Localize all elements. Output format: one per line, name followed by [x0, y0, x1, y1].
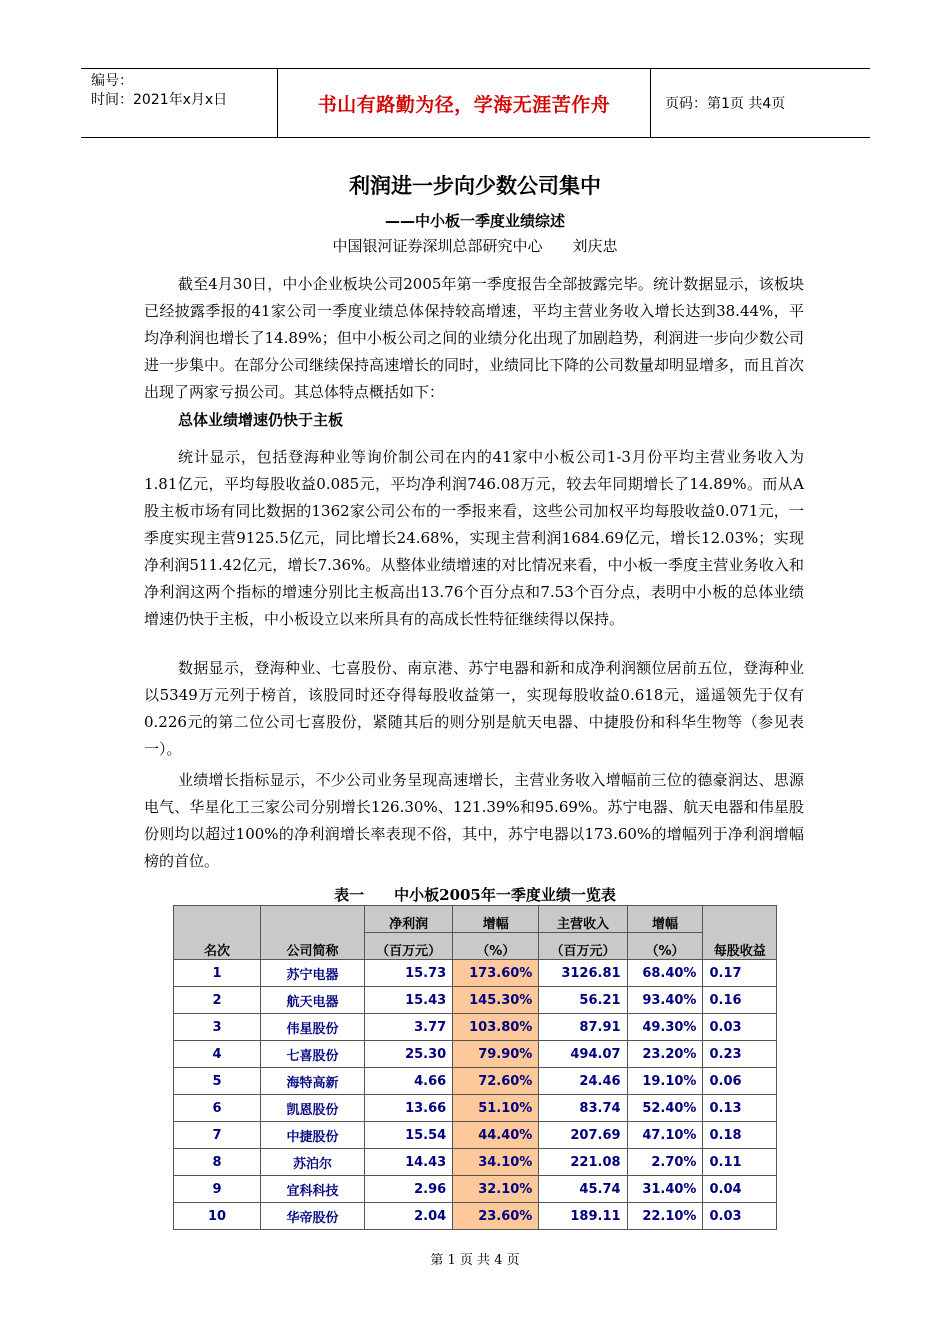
- cell-company: 海特高新: [261, 1068, 365, 1095]
- table-row: [174, 1176, 777, 1203]
- cell-company: 中捷股份: [261, 1122, 365, 1149]
- page-footer: 第 1 页 共 4 页: [430, 1253, 520, 1268]
- cell-net-profit: 15.54: [365, 1122, 453, 1149]
- cell-net-profit: 15.73: [365, 960, 453, 987]
- cell-profit-growth: 34.10%: [453, 1149, 539, 1176]
- cell-company: 宜科科技: [261, 1176, 365, 1203]
- cell-revenue: 56.21: [539, 987, 627, 1014]
- col-header-unit: （百万元）: [539, 933, 627, 960]
- cell-net-profit: 14.43: [365, 1149, 453, 1176]
- cell-profit-growth: 32.10%: [453, 1176, 539, 1203]
- table-row: [174, 1041, 777, 1068]
- page-header: [81, 68, 870, 138]
- cell-revenue: 83.74: [539, 1095, 627, 1122]
- paragraph-growth: 业绩增长指标显示，不少公司业务呈现高速增长，主营业务收入增幅前三位的德豪润达、思源电气、华星化工三家公司分别增长126.30%、121.39%和95.69%。苏宁电器、航天电器和伟星股份则均以超过100%的净利润增长率表现不俗，其中，苏宁电器以173.60%的增幅列于净利润增幅榜的首位。: [144, 771, 804, 870]
- cell-revenue: 24.46: [539, 1068, 627, 1095]
- cell-rank: 4: [174, 1041, 261, 1068]
- cell-revenue: 189.11: [539, 1203, 627, 1230]
- cell-eps: 0.23: [703, 1041, 777, 1068]
- cell-eps: 0.11: [703, 1149, 777, 1176]
- cell-profit-growth: 145.30%: [453, 987, 539, 1014]
- article-subtitle: ——中小板一季度业绩综述: [384, 212, 565, 230]
- article-author: 中国银河证券深圳总部研究中心 刘庆忠: [332, 237, 618, 255]
- paragraph-overall: 统计显示，包括登海种业等询价制公司在内的41家中小板公司1-3月份平均主营业务收入为1.81亿元，平均每股收益0.085元，平均净利润746.08万元，较去年同期增长了14.89%。而从A股主板市场有同比数据的1362家公司公布的一季报来看，这些公司加权平均每股收益0.071元，一季度实现主营9125.5亿元，同比增长24.68%，实现主营利润1684.69亿元，增长12.03%；实现净利润511.42亿元，增长7.36%。从整体业绩增速的对比情况来看，中小板一季度主营业务收入和净利润这两个指标的增速分别比主板高出13.76个百分点和7.53个百分点，表明中小板的总体业绩增速仍快于主板，中小板设立以来所具有的高成长性特征继续得以保持。: [144, 448, 804, 628]
- cell-revenue: 87.91: [539, 1014, 627, 1041]
- cell-eps: 0.03: [703, 1014, 777, 1041]
- cell-eps: 0.13: [703, 1095, 777, 1122]
- cell-eps: 0.04: [703, 1176, 777, 1203]
- cell-rank: 10: [174, 1203, 261, 1230]
- col-header-net-profit: 净利润: [365, 906, 453, 933]
- col-header-revenue-growth: 增幅: [627, 906, 703, 933]
- cell-profit-growth: 72.60%: [453, 1068, 539, 1095]
- cell-rank: 7: [174, 1122, 261, 1149]
- cell-revenue-growth: 31.40%: [627, 1176, 703, 1203]
- table-caption: 表一 中小板2005年一季度业绩一览表: [334, 886, 616, 904]
- cell-eps: 0.17: [703, 960, 777, 987]
- cell-net-profit: 15.43: [365, 987, 453, 1014]
- cell-revenue-growth: 52.40%: [627, 1095, 703, 1122]
- cell-eps: 0.06: [703, 1068, 777, 1095]
- cell-rank: 5: [174, 1068, 261, 1095]
- cell-profit-growth: 44.40%: [453, 1122, 539, 1149]
- doc-time-label: 时间：2021年x月x日: [91, 92, 228, 108]
- cell-revenue: 207.69: [539, 1122, 627, 1149]
- cell-company: 凯恩股份: [261, 1095, 365, 1122]
- cell-profit-growth: 23.60%: [453, 1203, 539, 1230]
- table-header-row: [174, 906, 777, 933]
- article-title: 利润进一步向少数公司集中: [349, 174, 601, 198]
- cell-revenue: 45.74: [539, 1176, 627, 1203]
- cell-eps: 0.16: [703, 987, 777, 1014]
- header-page-label: 页码：第1页 共4页: [665, 96, 786, 112]
- cell-revenue-growth: 2.70%: [627, 1149, 703, 1176]
- cell-company: 航天电器: [261, 987, 365, 1014]
- cell-rank: 6: [174, 1095, 261, 1122]
- table-row: [174, 1068, 777, 1095]
- cell-rank: 3: [174, 1014, 261, 1041]
- cell-revenue-growth: 19.10%: [627, 1068, 703, 1095]
- cell-net-profit: 2.04: [365, 1203, 453, 1230]
- table-row: [174, 960, 777, 987]
- cell-revenue: 3126.81: [539, 960, 627, 987]
- cell-profit-growth: 51.10%: [453, 1095, 539, 1122]
- cell-rank: 8: [174, 1149, 261, 1176]
- cell-company: 华帝股份: [261, 1203, 365, 1230]
- performance-table: [173, 905, 777, 1230]
- cell-revenue-growth: 68.40%: [627, 960, 703, 987]
- cell-revenue: 494.07: [539, 1041, 627, 1068]
- col-header-revenue: 主营收入: [539, 906, 627, 933]
- col-header-profit-growth: 增幅: [453, 906, 539, 933]
- col-header-unit: （%）: [627, 933, 703, 960]
- paragraph-intro: 截至4月30日，中小企业板块公司2005年第一季度报告全部披露完毕。统计数据显示，该板块已经披露季报的41家公司一季度业绩总体保持较高增速，平均主营业务收入增长达到38.44%，平均净利润也增长了14.89%；但中小板公司之间的业绩分化出现了加剧趋势，利润进一步向少数公司进一步集中。在部分公司继续保持高速增长的同时，业绩同比下降的公司数量却明显增多，而且首次出现了两家亏损公司。其总体特点概括如下：: [144, 275, 805, 401]
- cell-rank: 9: [174, 1176, 261, 1203]
- cell-revenue-growth: 93.40%: [627, 987, 703, 1014]
- cell-rank: 1: [174, 960, 261, 987]
- section-heading: 总体业绩增速仍快于主板: [178, 411, 344, 429]
- cell-profit-growth: 103.80%: [453, 1014, 539, 1041]
- cell-revenue-growth: 23.20%: [627, 1041, 703, 1068]
- table-row: [174, 1014, 777, 1041]
- col-header-unit: （%）: [453, 933, 539, 960]
- col-header-unit: （百万元）: [365, 933, 453, 960]
- paragraph-ranking: 数据显示，登海种业、七喜股份、南京港、苏宁电器和新和成净利润额位居前五位，登海种业以5349万元列于榜首，该股同时还夺得每股收益第一，实现每股收益0.618元，遥遥领先于仅有0.226元的第二位公司七喜股份，紧随其后的则分别是航天电器、中捷股份和科华生物等（参见表一）。: [144, 659, 804, 758]
- col-header-rank: 名次: [174, 906, 261, 960]
- cell-revenue: 221.08: [539, 1149, 627, 1176]
- col-header-company: 公司简称: [261, 906, 365, 960]
- cell-company: 苏宁电器: [261, 960, 365, 987]
- cell-net-profit: 2.96: [365, 1176, 453, 1203]
- table-row: [174, 1203, 777, 1230]
- cell-company: 七喜股份: [261, 1041, 365, 1068]
- header-meta: [81, 69, 278, 137]
- cell-net-profit: 4.66: [365, 1068, 453, 1095]
- cell-net-profit: 13.66: [365, 1095, 453, 1122]
- table-row: [174, 1095, 777, 1122]
- table-row: [174, 1122, 777, 1149]
- cell-company: 伟星股份: [261, 1014, 365, 1041]
- cell-revenue-growth: 47.10%: [627, 1122, 703, 1149]
- doc-number-label: 编号：: [91, 73, 133, 89]
- cell-company: 苏泊尔: [261, 1149, 365, 1176]
- header-motto: 书山有路勤为径，学海无涯苦作舟: [278, 69, 651, 137]
- cell-rank: 2: [174, 987, 261, 1014]
- cell-net-profit: 25.30: [365, 1041, 453, 1068]
- cell-profit-growth: 173.60%: [453, 960, 539, 987]
- cell-net-profit: 3.77: [365, 1014, 453, 1041]
- table-row: [174, 987, 777, 1014]
- col-header-eps: 每股收益: [703, 906, 777, 960]
- cell-revenue-growth: 49.30%: [627, 1014, 703, 1041]
- table-row: [174, 1149, 777, 1176]
- cell-profit-growth: 79.90%: [453, 1041, 539, 1068]
- cell-eps: 0.18: [703, 1122, 777, 1149]
- cell-eps: 0.03: [703, 1203, 777, 1230]
- cell-revenue-growth: 22.10%: [627, 1203, 703, 1230]
